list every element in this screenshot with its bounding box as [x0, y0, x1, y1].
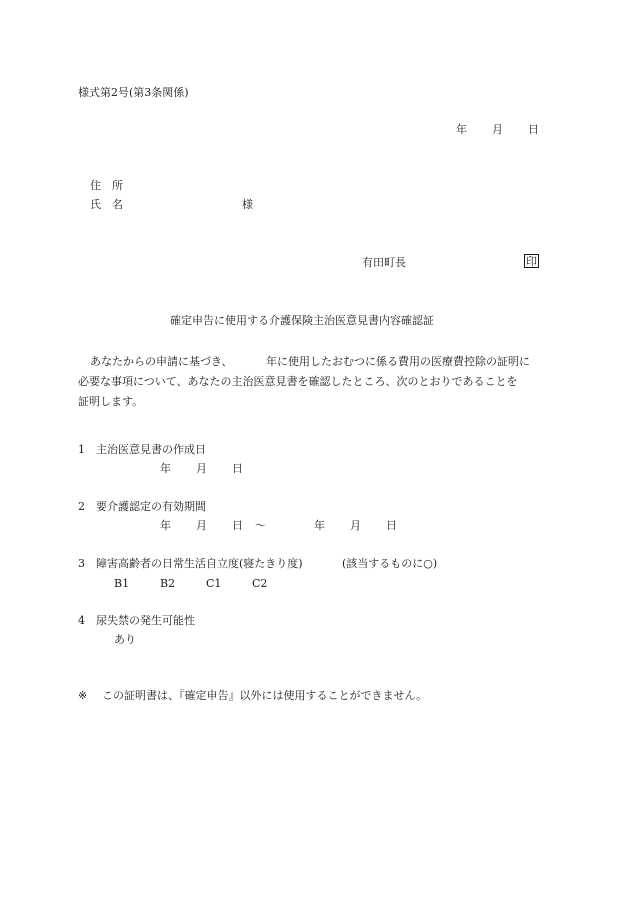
item-3-option-b1: B1 — [114, 577, 130, 590]
item-2-from-year: 年 — [160, 519, 171, 532]
issuer-title: 有田町長 — [362, 256, 406, 269]
body-line-1b: 年に使用したおむつに係る費用の医療費控除の証明に — [266, 355, 530, 368]
address-label: 住 所 — [90, 179, 123, 192]
item-1-year: 年 — [160, 462, 171, 475]
item-4-label: 尿失禁の発生可能性 — [96, 614, 195, 627]
item-2-tilde: ～ — [255, 519, 266, 532]
item-3-note: (該当するものに○) — [342, 557, 438, 570]
name-label: 氏 名 — [90, 198, 123, 211]
item-1-day: 日 — [232, 462, 243, 475]
item-4-number: 4 — [78, 614, 85, 627]
body-line-1a: あなたからの申請に基づき、 — [90, 355, 233, 368]
item-2-to-month: 月 — [350, 519, 361, 532]
item-1-month: 月 — [196, 462, 207, 475]
seal-mark: 印 — [526, 255, 537, 268]
item-2-from-month: 月 — [196, 519, 207, 532]
date-month-label: 月 — [492, 123, 503, 136]
item-3-option-c2: C2 — [252, 577, 268, 590]
body-line-2: 必要な事項について、あなたの主治医意見書を確認したところ、次のとおりであることを — [78, 375, 518, 388]
item-4-value: あり — [114, 633, 136, 646]
document-title: 確定申告に使用する介護保険主治医意見書内容確認証 — [170, 314, 434, 327]
item-2-to-day: 日 — [386, 519, 397, 532]
honorific: 様 — [242, 198, 253, 211]
item-3-label: 障害高齢者の日常生活自立度(寝たきり度) — [96, 557, 303, 570]
body-line-3: 証明します。 — [78, 395, 144, 408]
item-2-from-day: 日 — [232, 519, 243, 532]
date-day-label: 日 — [528, 123, 539, 136]
form-number: 様式第2号(第3条関係) — [78, 86, 189, 99]
item-1-number: 1 — [78, 443, 85, 456]
item-2-number: 2 — [78, 500, 85, 513]
item-3-option-c1: C1 — [206, 577, 222, 590]
footnote-mark: ※ — [78, 689, 88, 702]
item-3-number: 3 — [78, 557, 85, 570]
item-3-option-b2: B2 — [160, 577, 176, 590]
item-2-label: 要介護認定の有効期間 — [96, 500, 206, 513]
item-1-label: 主治医意見書の作成日 — [96, 443, 206, 456]
footnote-text: この証明書は、『確定申告』以外には使用することができません。 — [102, 689, 428, 702]
date-year-label: 年 — [456, 123, 467, 136]
item-2-to-year: 年 — [314, 519, 325, 532]
